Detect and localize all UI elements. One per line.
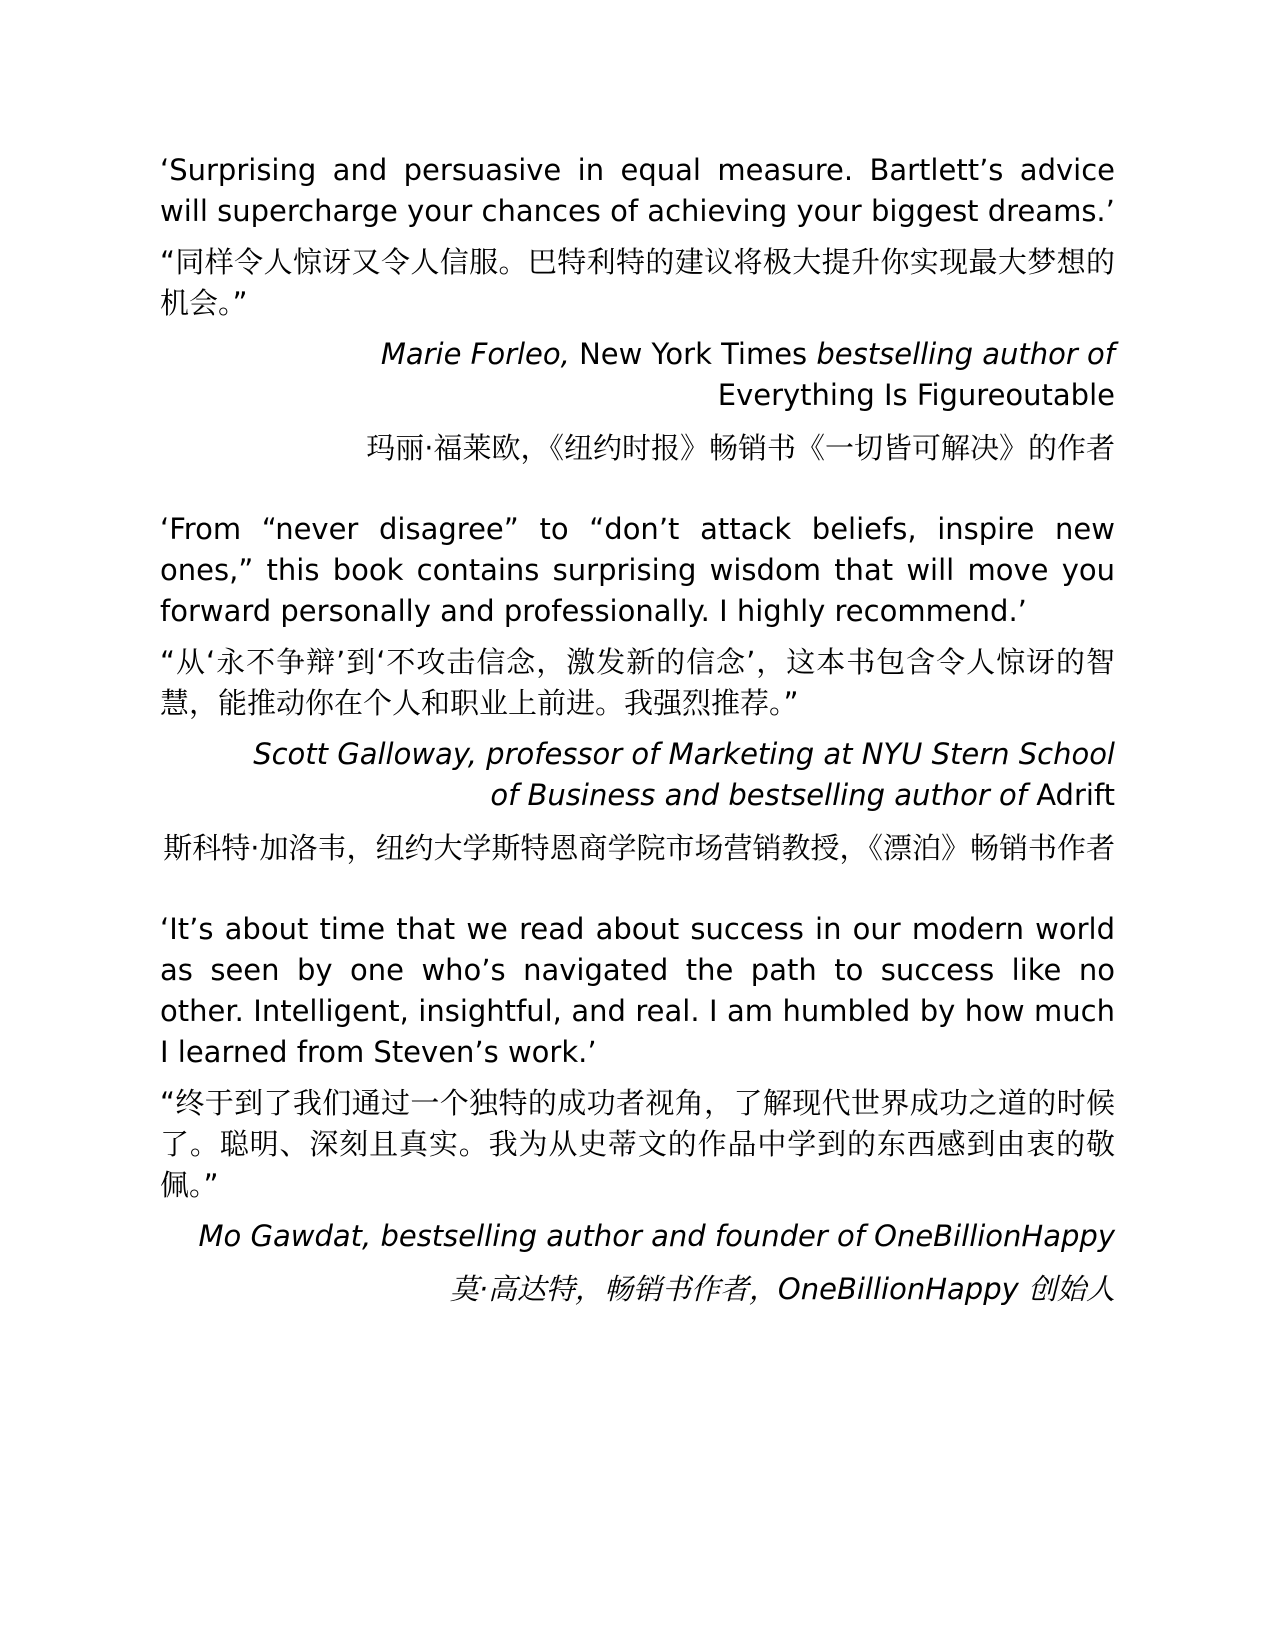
quote-english: ‘Surprising and persuasive in equal measure. Bartlett’s advice will supercharge your chances of achieving your biggest dreams.’ (160, 153, 1115, 228)
attribution-book: Everything Is Figureoutable (717, 378, 1115, 412)
attribution-role: Scott Galloway, professor of Marketing at NYU Stern School of Business and bestselling author of (253, 737, 1115, 812)
attribution-chinese-text: 莫·高达特，畅销书作者，OneBillionHappy 创始人 (449, 1272, 1115, 1306)
attribution-book: Adrift (1036, 778, 1115, 812)
attribution-english (160, 734, 1115, 816)
blurb-scott-galloway (160, 509, 1115, 869)
attribution-chinese (160, 1269, 1115, 1310)
attribution-role: Mo Gawdat, bestselling author and founder of OneBillionHappy (198, 1219, 1115, 1253)
attribution-english (160, 334, 1115, 416)
attribution-role: bestselling author of (816, 337, 1115, 371)
quote-chinese: “同样令人惊讶又令人信服。巴特利特的建议将极大提升你实现最大梦想的机会。” (160, 245, 1115, 320)
quote-chinese: “终于到了我们通过一个独特的成功者视角，了解现代世界成功之道的时候了。聪明、深刻且真实。我为从史蒂文的作品中学到的东西感到由衷的敬佩。” (160, 1086, 1115, 1202)
blurb-marie-forleo (160, 150, 1115, 469)
attribution-english (160, 1216, 1115, 1257)
quote-english: ‘It’s about time that we read about success in our modern world as seen by one who’s navigated the path to success like no other. Intelligent, insightful, and real. I am humbled by how much I learned from Steven’s work.’ (160, 912, 1115, 1069)
blurbs-page (160, 150, 1115, 1310)
attribution-chinese: 斯科特·加洛韦，纽约大学斯特恩商学院市场营销教授，《漂泊》畅销书作者 (163, 831, 1115, 865)
quote-english: ‘From “never disagree” to “don’t attack beliefs, inspire new ones,” this book contains surprising wisdom that will move you forward personally and professionally. I highly recommend.’ (160, 512, 1115, 628)
attribution-name: Marie Forleo, (380, 337, 570, 371)
quote-chinese: “从‘永不争辩’到‘不攻击信念，激发新的信念’，这本书包含令人惊讶的智慧，能推动你在个人和职业上前进。我强烈推荐。” (160, 645, 1115, 720)
blurb-mo-gawdat (160, 909, 1115, 1310)
attribution-publication: New York Times (579, 337, 808, 371)
attribution-chinese: 玛丽·福莱欧，《纽约时报》畅销书《一切皆可解决》的作者 (366, 431, 1115, 465)
